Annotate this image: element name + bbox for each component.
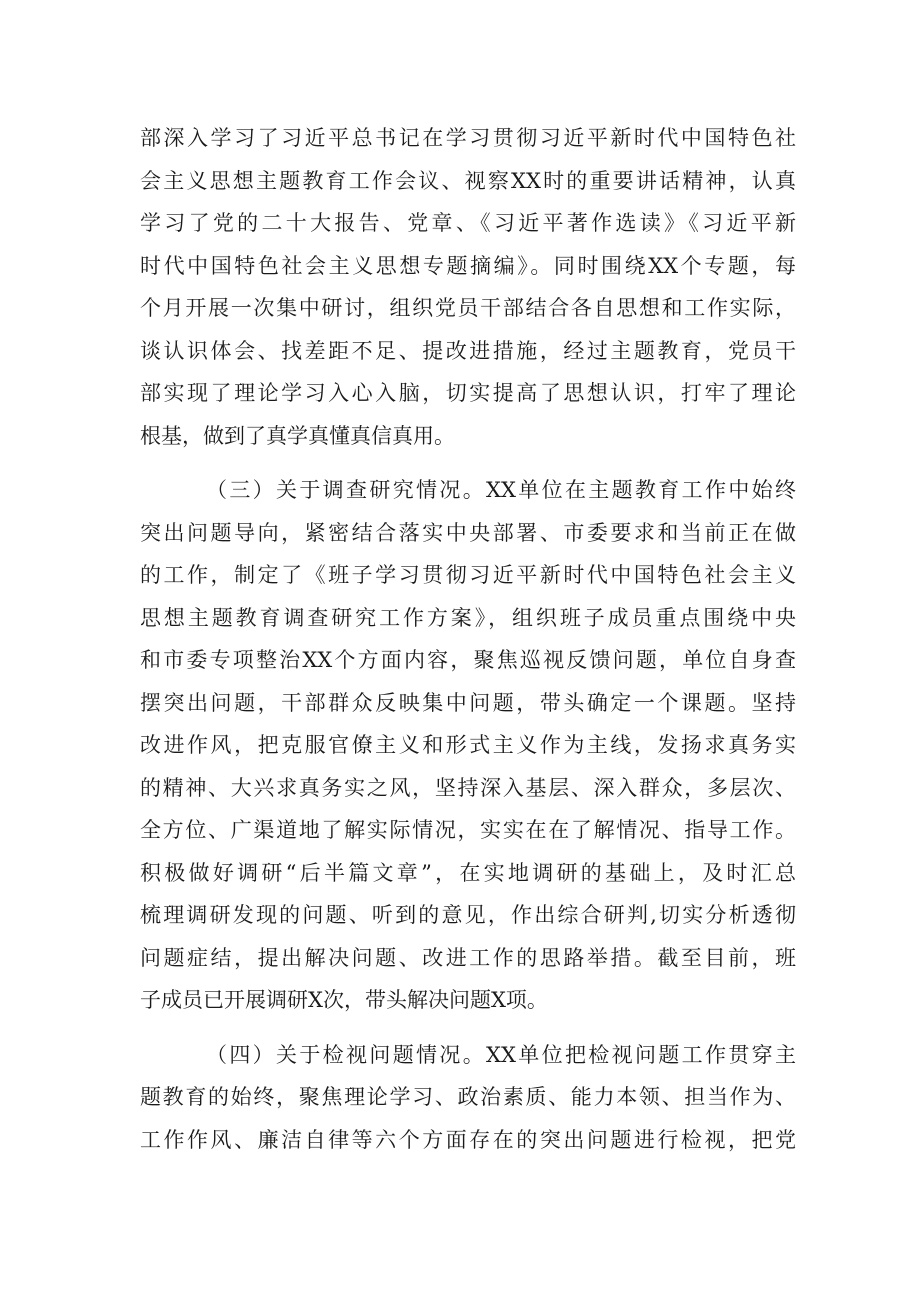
section-heading-line: （四）关于检视问题情况。XX单位把检视问题工作贯穿主 [206, 1043, 796, 1067]
paragraph-line: 改进作风，把克服官僚主义和形式主义作为主线，发扬求真务实 [140, 733, 796, 757]
paragraph-line: 突出问题导向，紧密结合落实中央部署、市委要求和当前正在做 [140, 521, 796, 545]
paragraph-line: 学习了党的二十大报告、党章、《习近平著作选读》《习近平新 [140, 211, 796, 235]
paragraph-line: 会主义思想主题教育工作会议、视察XX时的重要讲话精神，认真 [140, 169, 796, 193]
paragraph-line: 部深入学习了习近平总书记在学习贯彻习近平新时代中国特色社 [140, 126, 796, 150]
paragraph-line: 部实现了理论学习入心入脑，切实提高了思想认识，打牢了理论 [140, 381, 796, 405]
paragraph-line: 积极做好调研“后半篇文章”，在实地调研的基础上，及时汇总 [140, 861, 796, 885]
section-heading-line: （三）关于调查研究情况。XX单位在主题教育工作中始终 [206, 478, 796, 502]
paragraph-line: 梳理调研发现的问题、听到的意见，作出综合研判,切实分析透彻 [140, 903, 796, 927]
paragraph-line: 个月开展一次集中研讨，组织党员干部结合各自思想和工作实际， [140, 296, 796, 320]
paragraph-line: 工作作风、廉洁自律等六个方面存在的突出问题进行检视，把党 [140, 1128, 796, 1152]
paragraph-line: 和市委专项整治XX个方面内容，聚焦巡视反馈问题，单位自身查 [140, 648, 796, 672]
paragraph-line: 思想主题教育调查研究工作方案》，组织班子成员重点围绕中央 [140, 606, 796, 630]
paragraph-line: 根基，做到了真学真懂真信真用。 [140, 424, 455, 448]
paragraph-line: 摆突出问题，干部群众反映集中问题，带头确定一个课题。坚持 [140, 691, 796, 715]
paragraph-line: 子成员已开展调研X次，带头解决问题X项。 [140, 988, 548, 1012]
paragraph-line: 问题症结，提出解决问题、改进工作的思路举措。截至目前，班 [140, 946, 796, 970]
paragraph-line: 谈认识体会、找差距不足、提改进措施，经过主题教育，党员干 [140, 339, 796, 363]
document-body [140, 0, 796, 1301]
paragraph-line: 时代中国特色社会主义思想专题摘编》。同时围绕XX个专题，每 [140, 254, 796, 278]
paragraph-line: 的工作，制定了《班子学习贯彻习近平新时代中国特色社会主义 [140, 563, 796, 587]
paragraph-line: 的精神、大兴求真务实之风，坚持深入基层、深入群众，多层次、 [140, 776, 796, 800]
paragraph-line: 题教育的始终，聚焦理论学习、政治素质、能力本领、担当作为、 [140, 1085, 796, 1109]
paragraph-line: 全方位、广渠道地了解实际情况，实实在在了解情况、指导工作。 [140, 818, 796, 842]
